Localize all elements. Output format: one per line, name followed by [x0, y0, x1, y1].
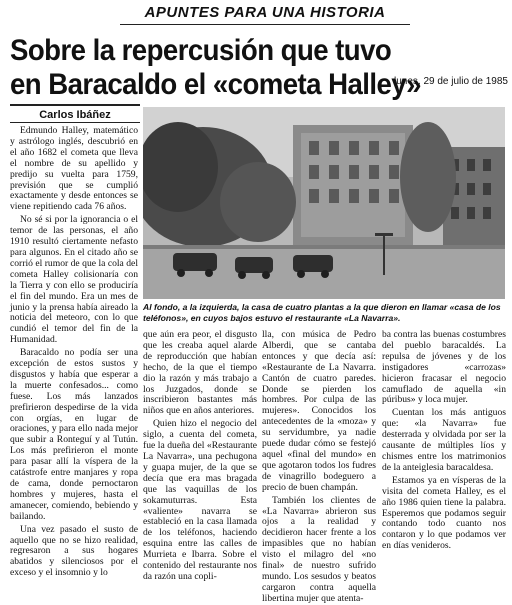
column-4-paragraph-1: ba contra las buenas costumbres del pueblo baracaldés. La repulsa de jóvenes y de los instigadores «carrozas» hicieron fracasar el negocio camuflado de aquella «in púribus» y loca mujer.: [382, 329, 506, 406]
article-column-2: [143, 330, 257, 583]
section-header: APUNTES PARA UNA HISTORIA: [144, 4, 386, 21]
article-column-3: [262, 330, 376, 605]
photo-caption: Al fondo, a la izquierda, la casa de cuatro plantas a la que dieron en llamar «casa de los teléfonos», en cuyos bajos estuvo el restaurante «La Navarra».: [143, 302, 501, 323]
article-column-1: [10, 126, 138, 579]
column-2-paragraph-2: Quien hizo el negocio del siglo, a cuenta del cometa, fue la dueña del «Restaurante La Navarra», una pechugona y guapa mujer, de la que se decía que era mas bragada que las vaquillas de los sokamuturras. Esta «valiente» navarra se estableció en la casa llamada de los teléfonos, haciendo esquina entre las calles de Murrieta e Ibarra. Sobre el contenido del restaurante nos da razón una copli-: [143, 418, 257, 582]
author-rule-bottom: [10, 122, 140, 123]
column-1-paragraph-2: No sé si por la ignorancia o el temor de las personas, el año 1910 resultó ciertamente nefasto para algunos. En el citado año se corrió el rumor de que la cola del cometa Halley colisionaría con la Tierra y con ello se produciría el fin del mundo. Era un mes de junio y la prensa había aireado la noticia del meteoro, con lo que cundió el temor del fin de la Humanidad.: [10, 214, 138, 346]
article-column-4: [382, 330, 506, 552]
article-headline: [10, 34, 421, 102]
column-1-paragraph-1: Edmundo Halley, matemático y astrólogo inglés, descubrió en el año 1682 el cometa que lleva el nombre de su apellido y predijo su vuelta para 1759, previsión que se cumplió exactamente y desde entonces se viene repitiendo cada 76 años.: [10, 125, 138, 213]
column-3-paragraph-2: También los clientes de «La Navarra» abrieron sus ojos a la realidad y decidieron hacer frente a los impasibles que no habían visto el milagro del «no final» de nuestro sufrido mundo. Los sesudos y beatos cargaron contra aquella libertina mujer que atenta-: [262, 494, 376, 604]
column-1-paragraph-3: Baracaldo no podía ser una excepción de estos sustos y disgustos y había que esperar a la muerte confesados... como fuese. Los más lanzados prefirieron despedirse de la vida con orgías, en lugar de oraciones, y para ello nada mejor que subir a Ronteguí y al Tutún. Los más prefirieron el monte para pasar allí la víspera de la catástrofe entre manjares y ropa de cama, donde pernoctaron hombres y mujeres, hasta el amanecer, comiendo, bebiendo y bailando.: [10, 347, 138, 522]
column-4-paragraph-2: Cuentan los más antiguos que: «la Navarra» fue desterrada y olvidada por ser la causante de múltiples líos y chismes entre los matrimonios de la anteiglesia baracaldesa.: [382, 407, 506, 473]
column-4-paragraph-3: Estamos ya en vísperas de la visita del cometa Halley, es el año 1986 quien tiene la palabra. Esperemos que podamos seguir contando todo cuanto nos contaron y lo que podamos ver en días venideros.: [382, 474, 506, 552]
headline-line-2: en Baracaldo el «cometa Halley»: [10, 68, 421, 101]
author-byline: Carlos Ibáñez: [39, 109, 111, 121]
column-2-paragraph-1: que aún era peor, el disgusto que les creaba aquel alarde de reproducción que habían hecho, de la que el tiempo dio la razón y más trabajo a los Juzgados, donde se inscribieron bastantes más niños que en años anteriores.: [143, 329, 257, 417]
column-1-paragraph-4: Una vez pasado el susto de aquello que no se hizo realidad, regresaron a sus hogares abatidos y silenciosos por el exceso y el insomnio y lo: [10, 523, 138, 579]
author-rule-top: [10, 104, 140, 106]
article-photo: [143, 107, 505, 299]
headline-line-1: Sobre la repercusión que tuvo: [10, 34, 392, 67]
column-3-paragraph-1: lla, con música de Pedro Alberdi, que se cantaba entonces y que decía así: «Restaurante de La Navarra. Cantón de cuatro paredes. Donde se pierden los hombres. Por culpa de las mujeres». Conocidos los antecedentes de la «moza» y su servidumbre, ya nadie puede dudar cómo se festejó aquel «final del mundo» en que agotaron todos los fudres de vinagrillo bodeguero a precio de buen champán.: [262, 329, 376, 493]
street-scene-illustration: [143, 107, 505, 299]
publication-date: lunes, 29 de julio de 1985: [394, 76, 508, 87]
section-rule-top: [120, 24, 410, 25]
